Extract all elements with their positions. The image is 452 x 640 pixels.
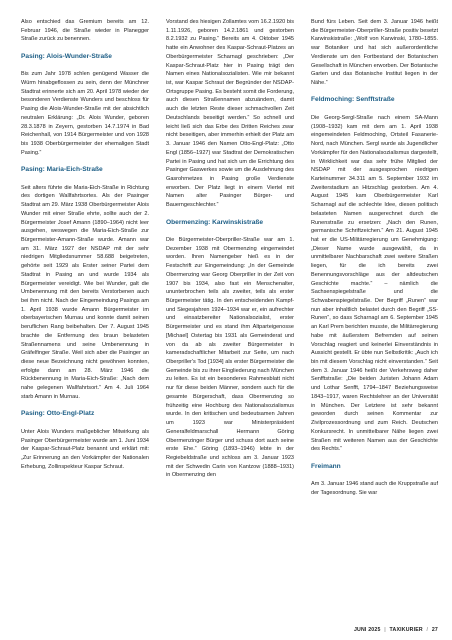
text-column-2 [166, 18, 294, 480]
body-paragraph: Vorstand des hiesigen Zollamtes vom 16.2.1920 bis 1.11.1926, geboren 14.2.1861 und gestorben 8.2.1932 zu Pasing.“ Bereits am 4. Oktober 1945 hatte ein Anwohner des Kaspar-Schraut-Platzes an Oberbürgermeister Scharnagl geschrieben: „Der Kaspar-Schraut-Platz hier in Pasing trägt den Namen eines Nationalsozialisten. Wie mir bekannt ist, war Kaspar Schraut der Begründer der NSDAP-Ortsgruppe Pasing. Es besteht somit die Forderung, auch diesen Straßennamen abzuändern, damit auch die letzten Reste dieser schmachvollen Zeit Deutschlands beseitigt werden.“ So schnell und leicht ließ sich das Erbe des Dritten Reiches zwar nicht beseitigen, aber immerhin erhielt der Platz am 3. Januar 1946 den Namen Otto-Engl-Platz: „Otto Engl (1856–1927) war Stadtrat der Demokratischen Partei in Pasing und hat sich um die Errichtung des Pasinger Gaswerkes sowie um die Ausdehnung des Gasrohrnetzes in Pasing große Verdienste erworben. Der Platz liegt in einem Viertel mit Namen alter Pasinger Bürger- und Bauerngeschlechter.“ [166, 19, 294, 209]
footer-magazine: TAXIKURIER [389, 627, 423, 633]
body-paragraph: Also entschied das Gremium bereits am 12. Februar 1946, die Straße wieder in Planegger Straße zurück zu benennen. [21, 19, 149, 43]
footer-separator: / [426, 627, 429, 633]
text-column-1 [21, 18, 149, 471]
body-paragraph: Bis zum Jahr 1978 schlen genügend Wasser die Würm hinabgeflossen zu sein, denn der Münchner Stadtrat erinnerte sich am 20. April 1978 wieder der besonderen Verdienste Wunders und beschloss für Pasing die Alois-Wunder-Straße mit der absichtlich neutralen Erklärung: „Dr. Alois Wunder, geboren 28.3.1878 in Zeyern, gestorben 14.7.1974 in Bad Reichenhall, von 1914 Bürgermeister und von 1928 bis 1938 Oberbürgermeister der ehemaligen Stadt Pasing.“ [21, 71, 149, 156]
footer-separator: | [384, 627, 386, 633]
body-paragraph: Die Bürgermeister-Oberpriller-Straße war am 1. Dezember 1938 mit Obermenzing eingemeindet worden. Ihren Namengeber hieß es in der Festschrift zur Eingemeindung: „In der Gemeinde Obermenzing war Georg Oberpriller in der Zeit von 1907 bis 1934, also fast ein Menschenalter, ununterbrochen teils als zweiter, teils als erster Bürgermeister tätig. In den entscheidenden Kampf- und Siegesjahren 1924–1934 war er, ein aufrechter und einsatzbereiter Nationalsozialist, erster Bürgermeister und es stand ihm Altparteigenosse [Michael] Ostertag bis 1931 als Gemeinderat und von da ab als zweiter Bürgermeister in kameradschaftlicher Mitarbeit zur Seite, um nach Oberpriller's Tod [1934] als erster Bürgermeister die Gemeinde bis zu ihrer Eingliederung nach München zu leiten. Es ist ein besonderes Rahmesblatt nicht nur für diese beiden Männer, sondern auch für die gesamte Bürgerschaft, dass Obermenzing so frühzeitig eine Hochburg des Nationalsozialismus wurde. In den kritischen und bedeutsamen Jahren um 1923 war Ministerpräsident Generalfeldmarschall Hermann Göring Obermenzinger Bürger und schuss dort auch seine erste Ehe.“ Göring (1893–1946) lebte in der Regiebeldstraße und schloss am 3. Januar 1923 mit der Schwedin Carin von Kantzow (1888–1931) in Obermenzing den [166, 236, 294, 479]
section-heading: Pasing: Alois-Wunder-Straße [21, 52, 112, 60]
body-paragraph: Die Georg-Sergl-Straße nach einem SA-Mann (1908–1932) kam mit dem am 1. April 1938 eingemeindeten Feldmoching, Ortsteil Fasanerie-Nord, nach München. Sergl wurde als Jugendlicher Vorkämpfer für den Nationalsozialismus dargestellt, in Wirklichkeit war das sehr frühe Mitglied der NSDAP mit der ausgesprochen niedrigen Karteinummer 34.311 am 5. September 1932 im Zweiterstadium an Hitzschlag gestorben. Am 4. August 1945 kam Oberbürgermeister Karl Scharnagl auf die schlechte Idee, diesen politisch belasteten Namen ausgerechnet durch die Runenstraße zu ersetzen: „Nach den Runen, germanische Schriftzeichen.“ Am 21. August 1945 hat er die US-Militärregierung um Genehmigung: „Dieser Name wurde ausgewählt, da in unmittelbarer Nachbarschaft zwei weitere Straßen liegen, für die ich bereits zwei Benennungsvorschläge aus der altdeutschen Geschichte machte.“ – nämlich die Sachsenspiegelstraße und die Schwabenspiegelstraße. Der Begriff „Runen“ war nun aber inhaltlich belastet durch den Begriff „SS-Runen“, so dass Scharnagl am 6. September 1945 an Karl Prem berichten musste, die Militärregierung habe mit äußerstem Befremden auf seinen Vorschlag reagiert und keinerlei Einverständnis in Aussicht gestellt. Er übte nun Selbstkritik: „Auch ich bin mit diesem Vorschlag nicht einverstanden.“ Seit dem 3. Januar 1946 heißt der Verkehrsweg daher Senfftstraße: „Die beiden Juristen Johann Adam und Lothar Senfft, 1794–1847 Beziehungsweise 1843–1917, waren Rechtslehrer an der Universität in München. Der Letztere ist sehr bekannt geworden durch seinen Kommentar zur Zivilprozessordnung und zum Reich. Deutschen Konkursrecht. In unmittelbarer Nähe liegen zwei Straßen mit weiteren Namen aus der Geschichte des Rechts.“ [311, 114, 438, 453]
footer-issue: JUNI 2025 [353, 627, 381, 633]
body-paragraph: Am 3. Januar 1946 stand auch die Kruppstraße auf der Tagesordnung. Sie war [311, 481, 438, 496]
body-paragraph: Seit alters führte die Maria-Eich-Straße in Richtung des dortigen Wallfahrtsortes. Als der Pasinger Stadtrat am 29. März 1938 Oberbürgermeister Alois Wunder mit einer Straße ehrte, sollte auch der 2. Bürgermeister Josef Amann (1890–1964) nicht leer ausgehen, weswegen die Maria-Eich-Straße zur Bürgermeister-Amann-Straße wurde. Amann war am 31. März 1927 der NSDAP mit der sehr niedrigen Mitgliedsnummer 58.688 beigetreten, gehörte seit 1929 als Erster seiner Partei dem Stadtrat in Pasing an und wurde 1934 als Bürgermeister vereidigt. Wie bei Wunder, galt die Umbenennung mit den bereits Verstorbenen auch bei ihm nicht. Nach der Eingemeindung Pasings am 1. April 1938 wurde Amann Bürgermeister im oberbayerischen Murnau und konnte damit seinen beruflichen Rang beibehalten. Der 7. August 1945 brachte die Entfernung des braun belasteten Straßennamens und seine Umbenennung in Gräfelfinger Straße. Weil sich aber die Pasinger an diese neue Bezeichnung nicht gewöhnen konnten, erfolgte dann am 28. März 1946 die Rückbenennung in Maria-Eich-Straße: „Nach dem nahe gelegenen Wallfahrtsort.“ Am 4. Juli 1964 starb Amann in Murnau. [21, 184, 149, 400]
body-paragraph: Bund fürs Leben. Seit dem 3. Januar 1946 heißt die Bürgermeister-Oberpriller-Straße positiv besetzt Karwinskistraße: „Wolf von Karwinski, 1780–1855. war Botaniker und hat sich außerordentliche Verdienste um den Fortbestand der Botanischen Gesellschaft in München erworben. Der Botanische Garten und das Botanische Institut liegen in der Nähe.“ [311, 19, 438, 87]
section-heading: Feldmoching: Senfftstraße [311, 96, 395, 104]
section-heading: Pasing: Maria-Eich-Straße [21, 166, 103, 174]
body-paragraph: Unter Alois Wunders maßgeblicher Mitwirkung als Pasinger Oberbürgermeister wurde am 1. Juni 1934 der Kaspar-Schraut-Platz benannt und erklärt mit: „Zur Erinnerung an den Vorkämpfer der Nationalen Erhebung, Zollinspekteur Kaspar Schraut. [21, 428, 149, 470]
page-footer [354, 626, 438, 634]
section-heading: Obermenzing: Karwinskistraße [166, 218, 264, 226]
section-heading: Pasing: Otto-Engl-Platz [21, 410, 95, 418]
text-column-3 [311, 18, 438, 498]
section-heading: Freimann [311, 462, 341, 470]
footer-page-number: 27 [431, 627, 438, 633]
